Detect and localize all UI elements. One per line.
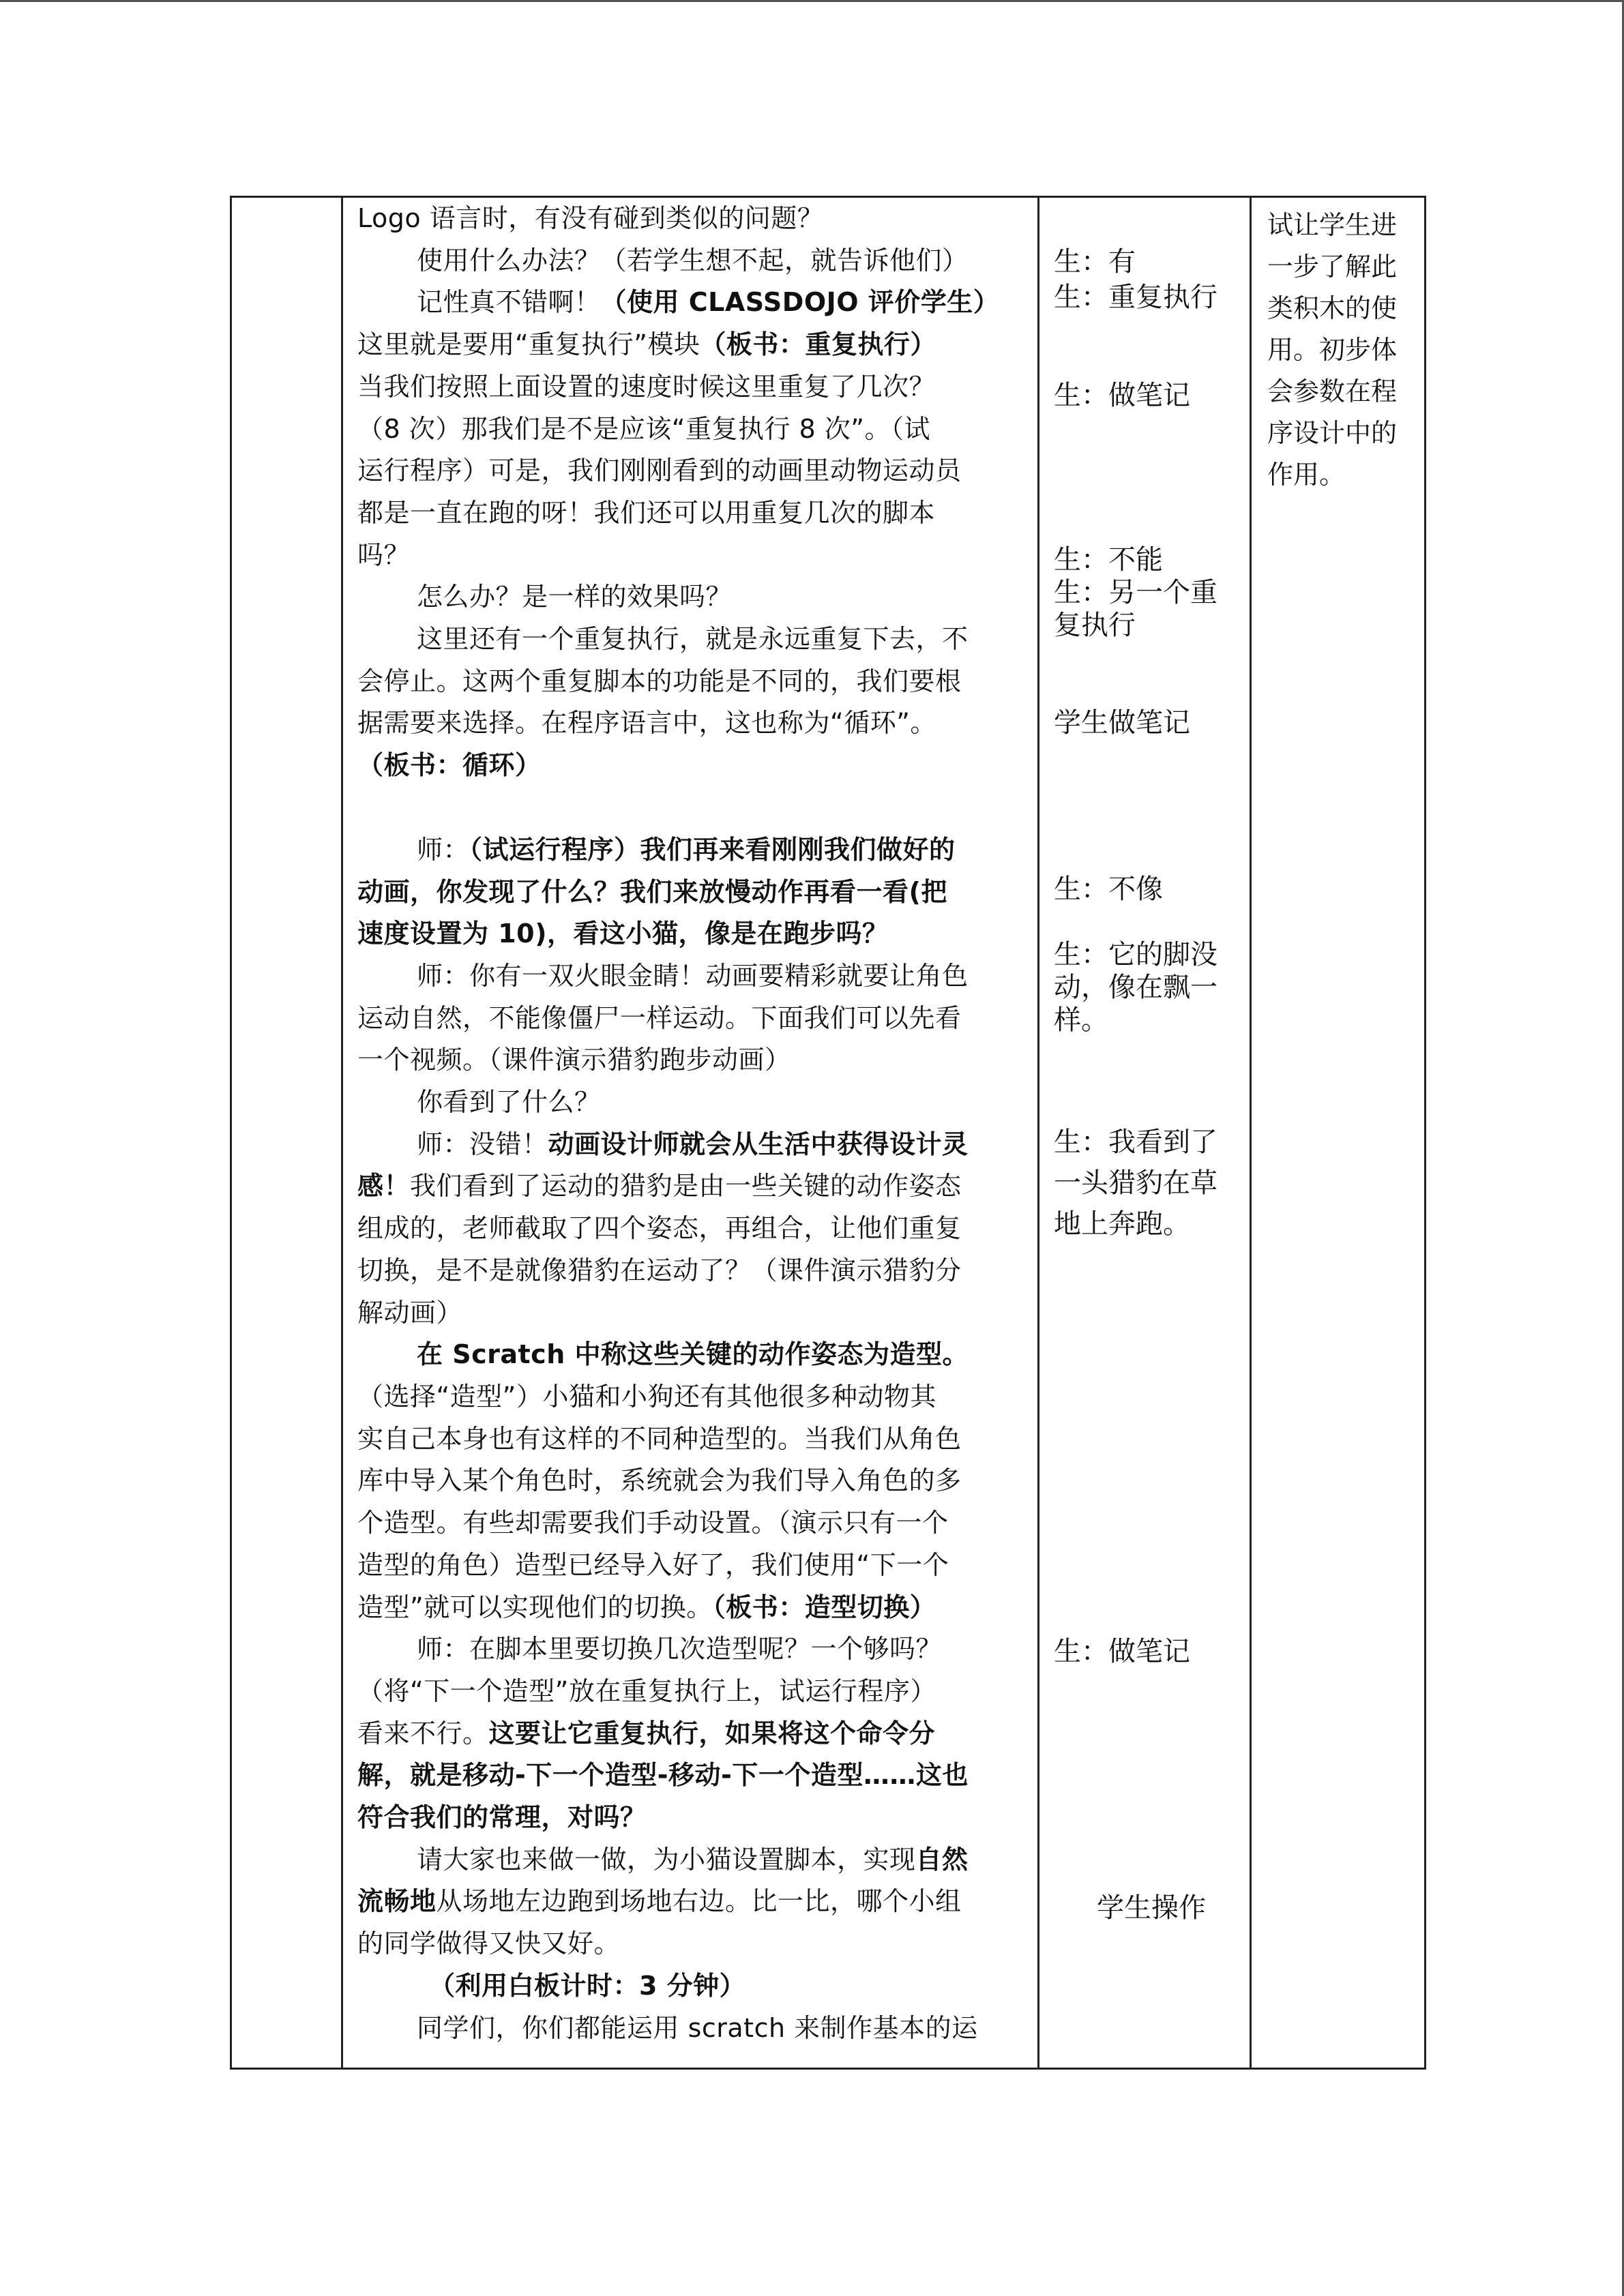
design-intent-column bbox=[1267, 205, 1417, 496]
text-line: 序设计中的 bbox=[1267, 418, 1398, 448]
text-line: 组成的，老师截取了四个姿态，再组合，让他们重复 bbox=[357, 1213, 962, 1244]
text-run-bold: 流畅地 bbox=[357, 1886, 437, 1917]
text-line: （8 次）那我们是不是应该“重复执行 8 次”。（试 bbox=[357, 413, 930, 444]
text-run: 我们看到了运动的猎豹是由一些关键的动作姿态 bbox=[410, 1171, 962, 1202]
text-line: 你看到了什么？ bbox=[417, 1087, 601, 1118]
text-line: 速度设置为 10)，看这小猫，像是在跑步吗？ bbox=[357, 919, 889, 949]
text-line: （利用白板计时：3 分钟） bbox=[429, 1970, 746, 2001]
text-line: （将“下一个造型”放在重复执行上，试运行程序） bbox=[357, 1675, 936, 1706]
text-line: 生：它的脚没 bbox=[1054, 939, 1217, 970]
text-line: 师：在脚本里要切换几次造型呢？一个够吗？ bbox=[417, 1634, 943, 1665]
text-line: 运动自然，不能像僵尸一样运动。下面我们可以先看 bbox=[357, 1002, 962, 1033]
text-line: 一头猎豹在草 bbox=[1054, 1167, 1217, 1199]
text-line: 会参数在程 bbox=[1267, 376, 1398, 406]
text-line: 都是一直在跑的呀！我们还可以用重复几次的脚本 bbox=[357, 497, 936, 528]
text-run: 请大家也来做一做，为小猫设置脚本，实现 bbox=[417, 1844, 916, 1875]
text-line: 类积木的使 bbox=[1267, 293, 1398, 323]
text-line: 解动画） bbox=[357, 1297, 463, 1328]
text-line: 生：不像 bbox=[1054, 874, 1163, 905]
text-run-bold: （试运行程序）我们再来看刚刚我们做好的 bbox=[469, 834, 956, 865]
text-run-bold: 自然 bbox=[915, 1844, 969, 1875]
text-line: 生：我看到了 bbox=[1054, 1127, 1217, 1158]
text-line: 生：不能 bbox=[1054, 544, 1163, 576]
text-line: 生：有 bbox=[1054, 246, 1136, 278]
text-line: （选择“造型”）小猫和小狗还有其他很多种动物其 bbox=[357, 1381, 936, 1412]
text-run-bold: （板书：造型切换） bbox=[712, 1592, 936, 1622]
text-line: 实自己本身也有这样的不同种造型的。当我们从角色 bbox=[357, 1423, 962, 1454]
text-run-bold: 感！ bbox=[357, 1171, 411, 1202]
text-line bbox=[357, 282, 1012, 324]
text-line: 作用。 bbox=[1267, 460, 1346, 490]
text-run-bold: （板书：重复执行） bbox=[700, 329, 936, 360]
text-line: 个造型。有些却需要我们手动设置。（演示只有一个 bbox=[357, 1508, 949, 1538]
text-line: 动，像在飘一 bbox=[1054, 972, 1217, 1003]
text-line bbox=[357, 324, 1012, 366]
text-line: 这里还有一个重复执行，就是永远重复下去，不 bbox=[417, 624, 969, 655]
text-line: 学生操作 bbox=[1097, 1892, 1206, 1924]
text-line: 切换，是不是就像猎豹在运动了？（课件演示猎豹分 bbox=[357, 1255, 962, 1285]
text-line: 在 Scratch 中称这些关键的动作姿态为造型。 bbox=[417, 1339, 969, 1370]
text-line: 学生做笔记 bbox=[1054, 707, 1190, 739]
text-line: 一步了解此 bbox=[1267, 252, 1398, 282]
text-line: 地上奔跑。 bbox=[1054, 1208, 1190, 1240]
text-line bbox=[357, 1713, 1012, 1755]
text-line: Logo 语言时，有没有碰到类似的问题？ bbox=[357, 203, 824, 233]
text-line: 解，就是移动-下一个造型-移动-下一个造型……这也 bbox=[357, 1760, 969, 1791]
text-line: 库中导入某个角色时，系统就会为我们导入角色的多 bbox=[357, 1465, 962, 1496]
text-line: 生：另一个重 bbox=[1054, 577, 1217, 608]
text-line bbox=[357, 1124, 1012, 1166]
text-line: 造型的角色）造型已经导入好了，我们使用“下一个 bbox=[357, 1549, 949, 1580]
text-line bbox=[357, 829, 1012, 871]
text-run: 师： bbox=[417, 834, 470, 865]
text-line: 样。 bbox=[1054, 1004, 1108, 1036]
text-line bbox=[357, 1881, 1012, 1923]
teacher-activity-column bbox=[357, 198, 1012, 2049]
text-run: 记性真不错啊！ bbox=[417, 287, 601, 318]
text-line: 同学们，你们都能运用 scratch 来制作基本的运 bbox=[417, 2012, 978, 2043]
text-line: 吗？ bbox=[357, 539, 411, 570]
text-run-bold: （使用 CLASSDOJO 评价学生） bbox=[600, 287, 1000, 318]
text-line: 用。初步体 bbox=[1267, 335, 1398, 365]
text-run: 这里就是要用“重复执行”模块 bbox=[357, 329, 700, 360]
text-run: 造型”就可以实现他们的切换。 bbox=[357, 1592, 713, 1622]
text-line: 生：重复执行 bbox=[1054, 282, 1217, 313]
text-run-bold: 这要让它重复执行，如果将这个命令分 bbox=[488, 1718, 936, 1748]
text-line: 怎么办？是一样的效果吗？ bbox=[417, 582, 733, 612]
text-line: 试让学生进 bbox=[1267, 210, 1398, 240]
text-line: 符合我们的常理，对吗？ bbox=[357, 1802, 647, 1833]
text-run: 从场地左边跑到场地右边。比一比，哪个小组 bbox=[436, 1886, 962, 1917]
text-line: 使用什么办法？（若学生想不起，就告诉他们） bbox=[417, 245, 969, 275]
text-line bbox=[357, 1587, 1012, 1629]
column-divider bbox=[1250, 196, 1252, 2070]
text-line bbox=[357, 1839, 1012, 1881]
text-line: 运行程序）可是，我们刚刚看到的动画里动物运动员 bbox=[357, 456, 962, 486]
text-line: 一个视频。（课件演示猎豹跑步动画） bbox=[357, 1045, 791, 1075]
text-line: 会停止。这两个重复脚本的功能是不同的，我们要根 bbox=[357, 666, 962, 696]
blank-line bbox=[357, 787, 1012, 829]
column-divider bbox=[341, 196, 343, 2070]
text-line: 师：你有一双火眼金睛！动画要精彩就要让角色 bbox=[417, 960, 969, 991]
text-line bbox=[357, 1165, 1012, 1208]
text-line: 生：做笔记 bbox=[1054, 1636, 1190, 1667]
text-run: 看来不行。 bbox=[357, 1718, 489, 1748]
text-line: （板书：循环） bbox=[357, 750, 542, 781]
text-line: 当我们按照上面设置的速度时候这里重复了几次？ bbox=[357, 371, 936, 402]
text-line: 的同学做得又快又好。 bbox=[357, 1928, 621, 1959]
text-run: 师：没错！ bbox=[417, 1129, 548, 1159]
column-divider bbox=[1037, 196, 1039, 2070]
text-line: 复执行 bbox=[1054, 610, 1136, 641]
text-line: 动画，你发现了什么？我们来放慢动作再看一看(把 bbox=[357, 876, 947, 907]
text-run-bold: 动画设计师就会从生活中获得设计灵 bbox=[548, 1129, 969, 1159]
text-line: 生：做笔记 bbox=[1054, 380, 1190, 411]
text-line: 据需要来选择。在程序语言中，这也称为“循环”。 bbox=[357, 708, 936, 739]
